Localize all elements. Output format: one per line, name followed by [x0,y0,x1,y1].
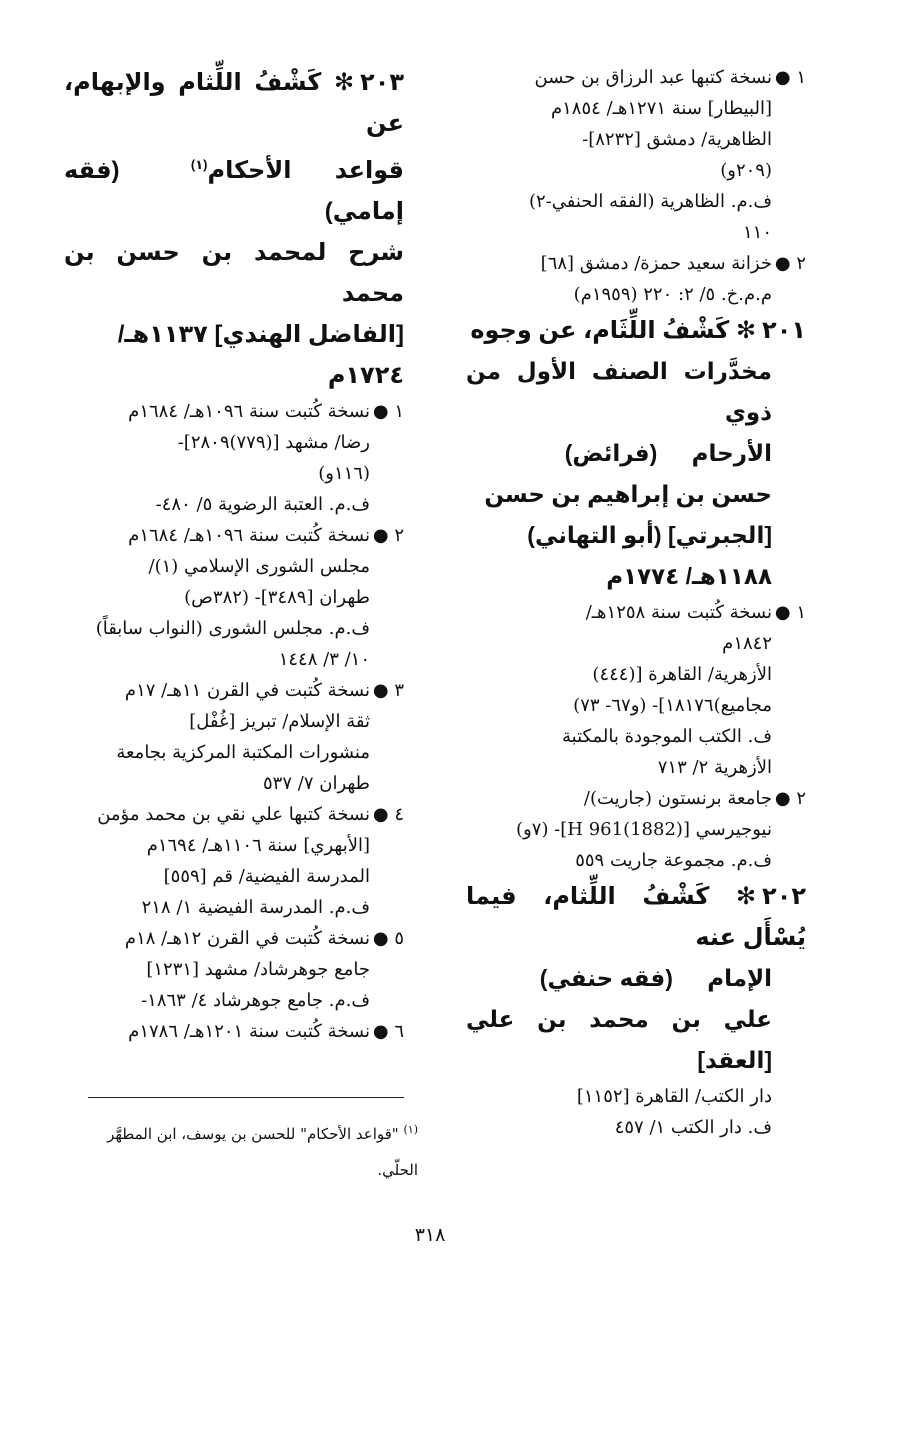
right-column [466,62,806,1143]
item-number: ٢ [394,525,404,546]
author-line: حسن بن إبراهيم بن حسن [484,481,772,507]
item-line: نسخة كُتبت سنة ١٠٩٦هـ/ ١٦٨٤م [128,401,370,422]
item-line: ف.م. الظاهرية (الفقه الحنفي-٢) [528,191,772,212]
entry-title-line [466,958,806,999]
item-line: ثقة الإسلام/ تبريز [غُفْل] [189,711,370,732]
item-line: ف. الكتب الموجودة بالمكتبة [562,726,772,747]
bullet-icon: ● [774,788,791,809]
entry-201 [466,310,806,876]
footnote-divider [88,1097,404,1098]
category-label: (فقه حنفي) [539,965,673,991]
list-item [64,675,404,799]
author-line: [الجبرتي] (أبو التهاني) [527,522,772,548]
entry-title-text: كَشْفُ اللِّثام، فيما يُسْأَل عنه [466,883,806,951]
item-line: [الأبهري] سنة ١١٠٦هـ/ ١٦٩٤م [146,835,370,856]
item-line: نسخة كتبها علي نقي بن محمد مؤمن [97,804,370,825]
item-line: (١١٦و) [318,463,370,484]
entry-title-text: كَشْفُ اللِّثام والإبهام، عن [64,69,404,137]
list-item [466,1081,806,1143]
item-number: ١ [796,67,806,88]
left-column [64,62,404,1047]
item-line: طهران [٣٤٨٩]- (٣٨٢ص) [184,587,370,608]
item-number: ٥ [394,928,404,949]
item-number: ٦ [394,1021,404,1042]
asterisk-icon: ✻ [333,69,355,96]
item-line: دار الكتب/ القاهرة [١١٥٢] [576,1086,772,1107]
bullet-icon: ● [372,680,389,701]
list-item [64,799,404,923]
item-line: ١٠/ ٣/ ١٤٤٨ [278,649,370,670]
footnote [88,1108,418,1184]
asterisk-icon: ✻ [735,317,757,344]
entry-title-line [64,144,404,232]
item-line: مجاميع)١٨١٧٦]- (و٦٧- ٧٣) [573,695,772,716]
item-line: نسخة كُتبت سنة ١٢٠١هـ/ ١٧٨٦م [128,1021,370,1042]
item-line: ف.م. مجلس الشورى (النواب سابقاً) [95,618,370,639]
list-item [64,396,404,520]
author-line: ١٧٢٤م [327,362,404,389]
entry-title-last: الإمام [707,965,772,991]
list-item [466,783,806,876]
item-line: خزانة سعيد حمزة/ دمشق [٦٨] [540,253,772,274]
item-number: ١ [394,401,404,422]
author-line: [الفاضل الهندي] ١١٣٧هـ/ [117,321,404,348]
item-line: طهران ٧/ ٥٣٧ [263,773,370,794]
item-line: مجلس الشورى الإسلامي (١)/ [148,556,370,577]
bullet-icon: ● [372,1021,389,1042]
item-line: ١١٠ [742,222,772,243]
bullet-icon: ● [372,401,389,422]
entry-title [64,62,404,144]
page-number: ٣١٨ [414,1224,446,1246]
list-item [466,248,806,310]
list-item [64,520,404,675]
item-line: نسخة كُتبت في القرن ١١هـ/ ١٧م [124,680,370,701]
bullet-icon: ● [372,525,389,546]
item-line: ف.م. مجموعة جاريت ٥٥٩ [575,850,772,871]
entry-title-text: كَشْفُ اللِّثَام، عن وجوه [470,317,730,344]
asterisk-icon: ✻ [735,883,757,910]
list-item [64,1016,404,1047]
item-line: نسخة كُتبت في القرن ١٢هـ/ ١٨م [124,928,370,949]
item-line: منشورات المكتبة المركزية بجامعة [116,742,370,763]
list-item [466,597,806,783]
footnote-marker: (١) [403,1123,418,1136]
item-line: ف.م. جامع جوهرشاد ٤/ ١٨٦٣- [141,990,370,1011]
item-line: نسخة كتبها عبد الرزاق بن حسن [534,67,772,88]
entry-title-line [466,433,806,474]
footnote-line [88,1108,418,1156]
footnote-line: الحلّي. [377,1161,418,1179]
footnote-ref[interactable]: (١) [190,157,208,172]
entry-title-line2: قواعد الأحكام [207,157,404,184]
item-line: جامعة برنستون (جاريت)/ [583,788,772,809]
item-line: الظاهرية/ دمشق [٨٢٣٢]- [582,129,772,150]
item-line: ف. دار الكتب ١/ ٤٥٧ [614,1117,772,1138]
author-line: علي بن محمد بن علي [العقد] [466,1006,772,1073]
item-line: رضا/ مشهد [(٧٧٩)٢٨٠٩]- [177,432,370,453]
item-line: م.م.خ. ٥/ ٢: ٢٢٠ (١٩٥٩م) [573,284,772,305]
bullet-icon: ● [372,804,389,825]
category-label: (فرائض) [564,440,658,466]
item-line: نيوجيرسي [H 961(1882)]- (٧و) [516,819,772,840]
entry-title [466,876,806,958]
item-number: ٢ [796,788,806,809]
item-line: نسخة كُتبت سنة ١٠٩٦هـ/ ١٦٨٤م [128,525,370,546]
item-line: الأزهرية ٢/ ٧١٣ [657,757,772,778]
entry-number: ٢٠٣ [360,69,404,96]
item-number: ٤ [394,804,404,825]
entry-title [466,310,806,351]
footnote-text: "قواعد الأحكام" للحسن بن يوسف، ابن المطهَّر [107,1125,399,1143]
entry-title-last: الأرحام [691,440,772,466]
list-item [64,923,404,1016]
item-line: ف.م. العتبة الرضوية ٥/ ٤٨٠- [155,494,370,515]
category-label: (فقه إمامي) [64,157,404,225]
item-number: ٣ [394,680,404,701]
bullet-icon: ● [774,67,791,88]
bullet-icon: ● [774,602,791,623]
list-item [466,62,806,248]
item-line: ف.م. المدرسة الفيضية ١/ ٢١٨ [141,897,370,918]
author-line: شرح لمحمد بن حسن بن محمد [64,239,404,307]
item-line: (٢٠٩و) [720,160,772,181]
bullet-icon: ● [372,928,389,949]
author-line: ١١٨٨هـ/ ١٧٧٤م [606,563,772,589]
item-number: ٢ [796,253,806,274]
entry-number: ٢٠١ [762,317,806,344]
item-line: الأزهرية/ القاهرة [(٤٤٤) [592,664,772,685]
item-line: جامع جوهرشاد/ مشهد [١٢٣١] [146,959,370,980]
item-line: ١٨٤٢م [722,633,772,654]
entry-202 [466,876,806,1143]
item-line: [البيطار] سنة ١٢٧١هـ/ ١٨٥٤م [550,98,772,119]
bullet-icon: ● [774,253,791,274]
item-number: ١ [796,602,806,623]
item-line: نسخة كُتبت سنة ١٢٥٨هـ/ [585,602,772,623]
entry-title-line: مخدَّرات الصنف الأول من ذوي [466,358,772,425]
item-line: المدرسة الفيضية/ قم [٥٥٩] [163,866,370,887]
entry-number: ٢٠٢ [762,883,806,910]
entry-203 [64,62,404,1047]
